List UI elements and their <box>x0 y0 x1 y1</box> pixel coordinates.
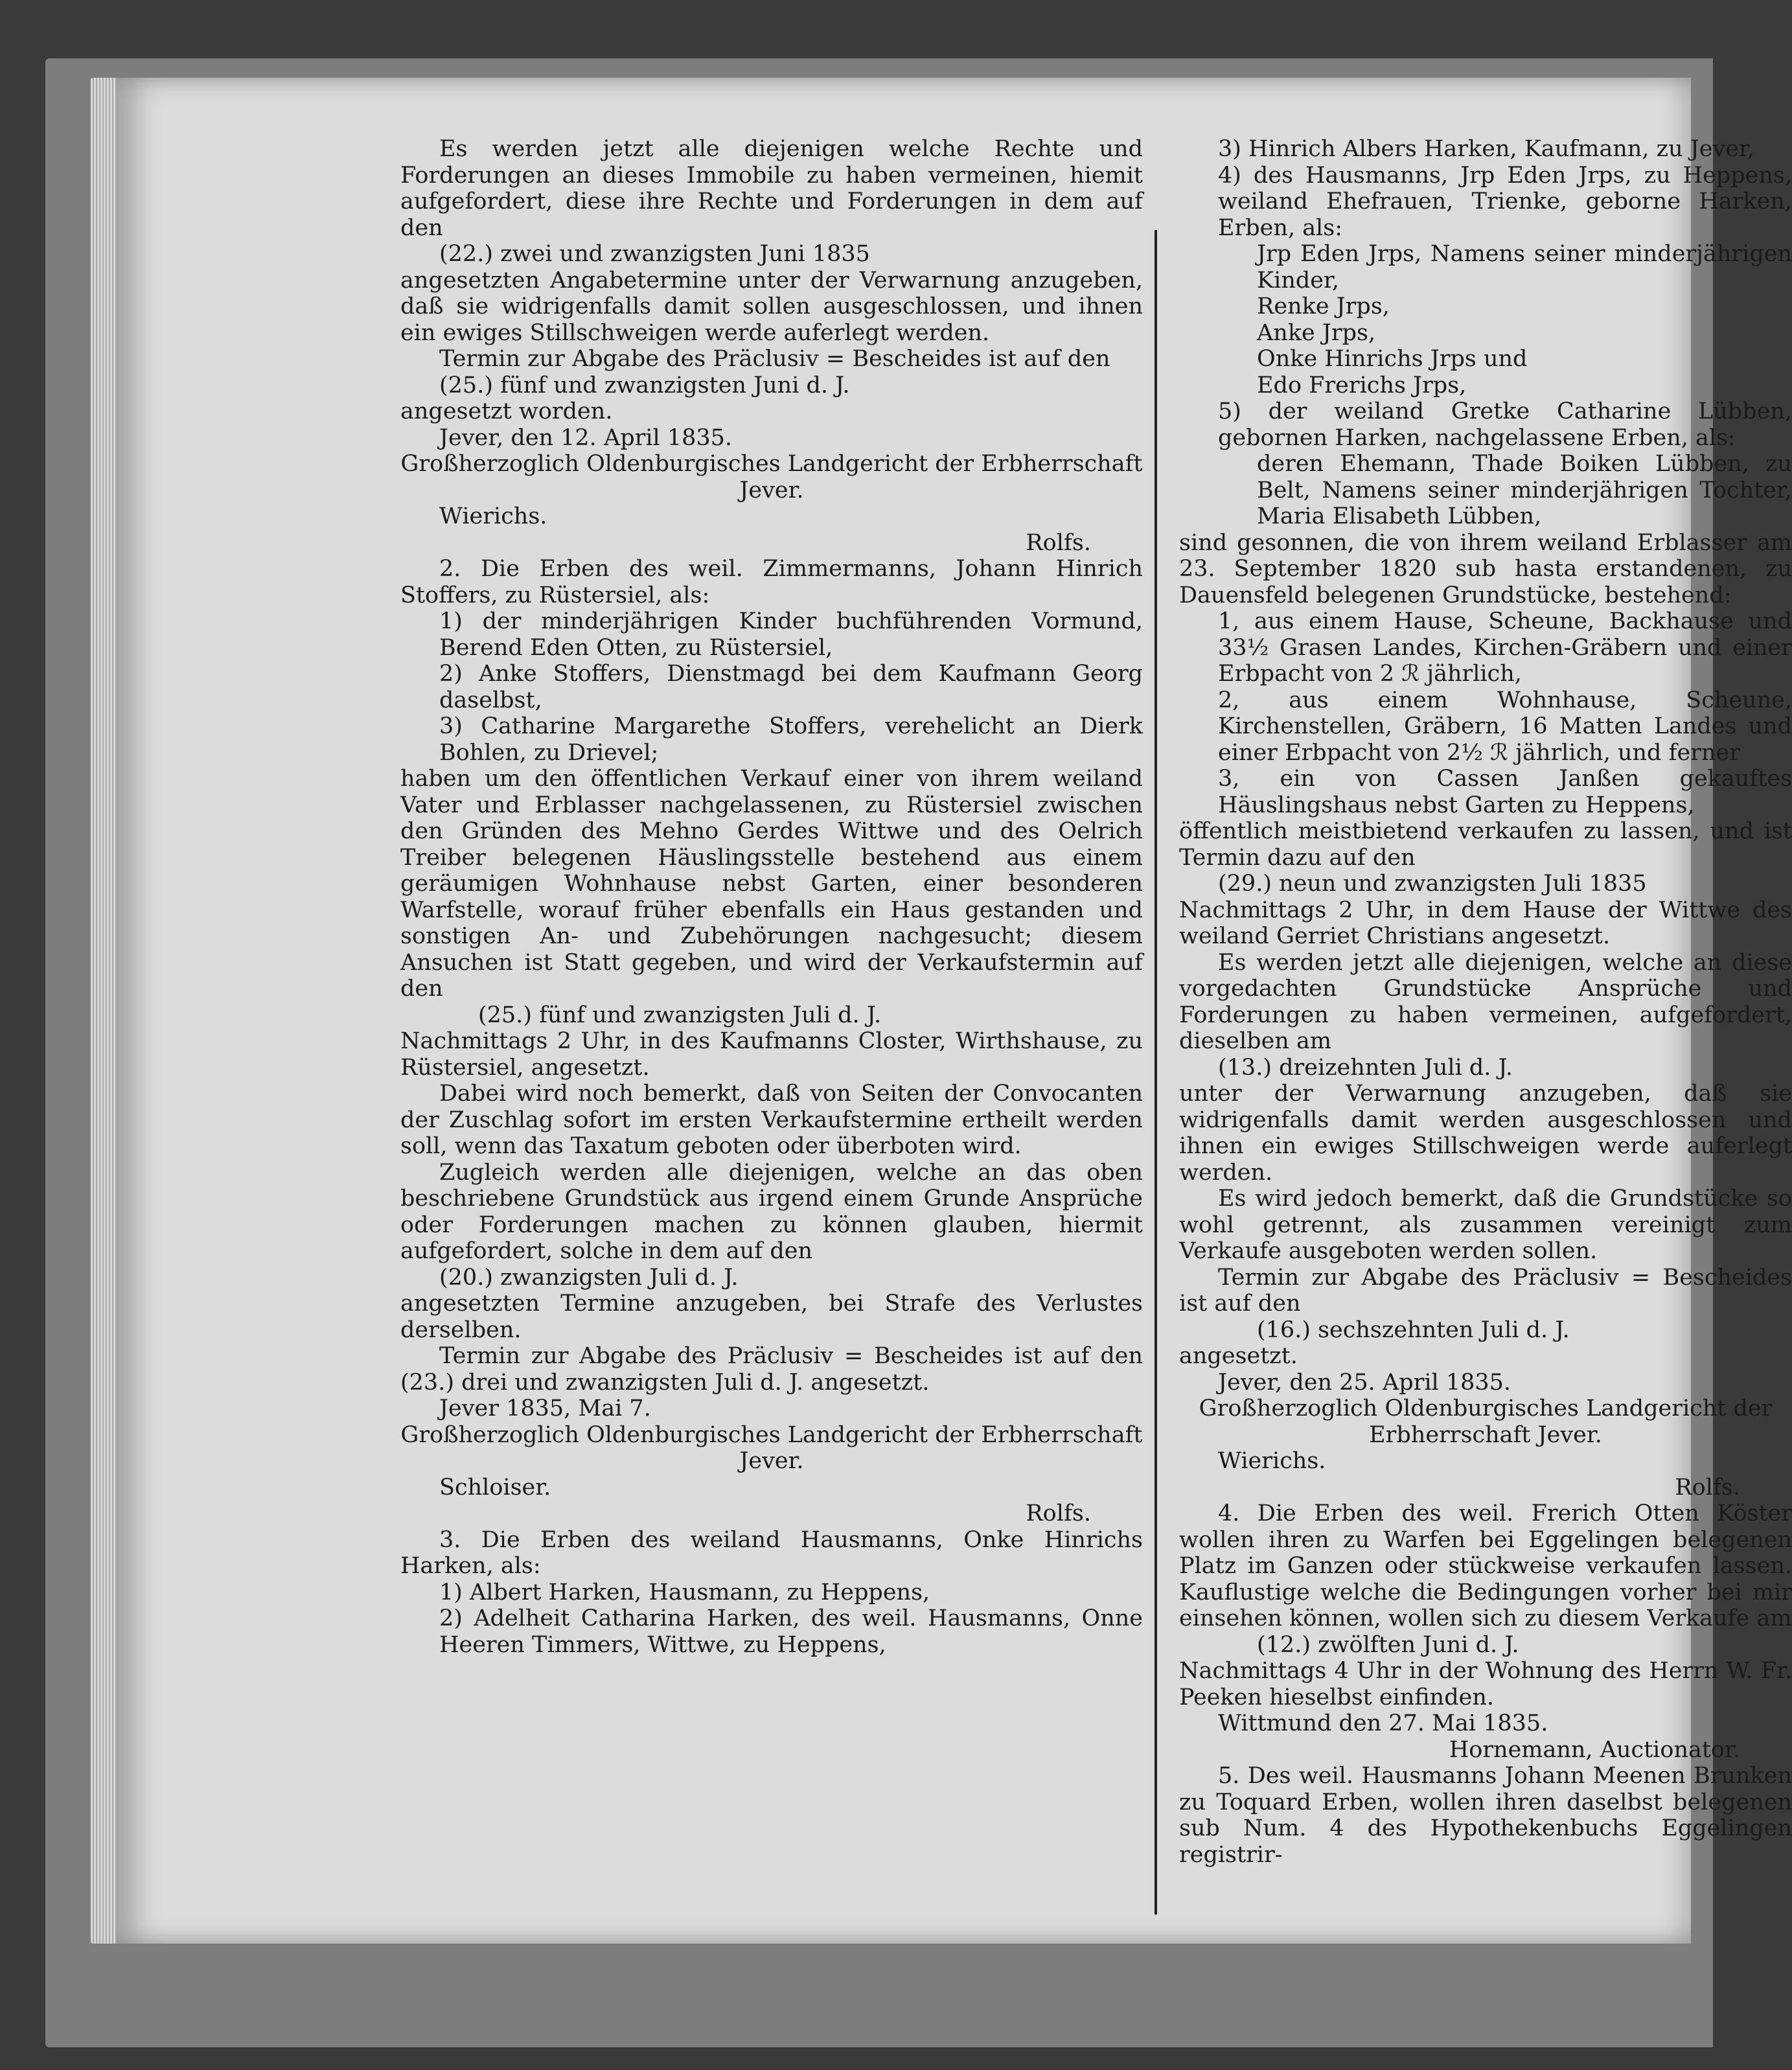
left-paragraph: angesetzt worden. <box>400 398 613 424</box>
left-paragraph: 3. Die Erben des weiland Hausmanns, Onke Hinrichs Harken, als: <box>400 1526 1143 1579</box>
right-paragraph: (29.) neun und zwanzigsten Juli 1835 <box>1218 871 1647 897</box>
column-rule <box>1154 230 1157 1915</box>
right-paragraph: 5) der weiland Gretke Catharine Lübben, gebornen Harken, nachgelassene Erben, als: <box>1218 398 1792 451</box>
left-paragraph: Rolfs. <box>1026 529 1091 556</box>
right-paragraph: Nachmittags 4 Uhr in der Wohnung des Herrn W. Fr. Peeken hieselbst einfinden. <box>1179 1658 1792 1710</box>
left-paragraph: haben um den öffentlichen Verkauf einer von ihrem weiland Vater und Erblasser nachgelassenen, zu Rüstersiel zwischen den Gründen des Mehno Gerdes Wittwe und des Oelrich Treiber belegenen Häuslingsstelle bestehend aus einem geräumigen Wohnhause nebst Garten, einer besonderen Warfstelle, worauf früher ebenfalls ein Haus gestanden und sonstigen An- und Zubehörungen nachgesucht; diesem Ansuchen ist Statt gegeben, und wird der Verkaufstermin auf den <box>400 766 1143 1002</box>
left-paragraph: (20.) zwanzigsten Juli d. J. <box>439 1264 739 1291</box>
right-paragraph: Es wird jedoch bemerkt, daß die Grundstücke so wohl getrennt, als zusammen vereinigt zum Verkaufe ausgeboten werden sollen. <box>1179 1186 1792 1264</box>
right-paragraph: Renke Jrps, <box>1257 293 1390 319</box>
right-paragraph: deren Ehemann, Thade Boiken Lübben, zu Belt, Namens seiner minderjährigen Tochter, Maria Elisabeth Lübben, <box>1257 451 1792 529</box>
left-paragraph: Großherzoglich Oldenburgisches Landgericht der Erbherrschaft Jever. <box>400 451 1143 503</box>
right-paragraph: (12.) zwölften Juni d. J. <box>1257 1631 1519 1658</box>
right-paragraph: öffentlich meistbietend verkaufen zu lassen, und ist Termin dazu auf den <box>1179 818 1792 871</box>
right-paragraph: 3) Hinrich Albers Harken, Kaufmann, zu Jever, <box>1218 136 1754 162</box>
right-paragraph: unter der Verwarnung anzugeben, daß sie widrigenfalls damit werden ausgeschlossen und ihnen ein ewiges Stillschweigen werde auferlegt werden. <box>1179 1081 1792 1186</box>
left-paragraph: Jever, den 12. April 1835. <box>439 424 733 451</box>
left-paragraph: Zugleich werden alle diejenigen, welche an das oben beschriebene Grundstück aus irgend einem Grunde Ansprüche oder Forderungen machen zu können glauben, hiermit aufgefordert, solche in dem auf den <box>400 1159 1143 1264</box>
right-paragraph: Onke Hinrichs Jrps und <box>1257 346 1528 372</box>
right-paragraph: angesetzt. <box>1179 1343 1298 1369</box>
left-paragraph: Termin zur Abgabe des Präclusiv = Bescheides ist auf den (23.) drei und zwanzigsten Juli d. J. angesetzt. <box>400 1343 1143 1396</box>
right-paragraph: 4. Die Erben des weil. Frerich Otten Köster wollen ihren zu Warfen bei Eggelingen belegenen Platz im Ganzen oder stückweise verkaufen lassen. Kauflustige welche die Bedingungen vorher bei mir einsehen können, wollen sich zu diesem Verkaufe am <box>1179 1501 1792 1631</box>
left-paragraph: 1) Albert Harken, Hausmann, zu Heppens, <box>439 1579 930 1605</box>
left-paragraph: Dabei wird noch bemerkt, daß von Seiten der Convocanten der Zuschlag sofort im ersten Verkaufstermine ertheilt werden soll, wenn das Taxatum geboten oder überboten wird. <box>400 1081 1143 1159</box>
right-paragraph: 4) des Hausmanns, Jrp Eden Jrps, zu Heppens, weiland Ehefrauen, Trienke, geborne Harken, Erben, als: <box>1218 162 1792 241</box>
left-paragraph: 2) Anke Stoffers, Dienstmagd bei dem Kaufmann Georg daselbst, <box>439 661 1143 713</box>
right-paragraph: sind gesonnen, die von ihrem weiland Erblasser am 23. September 1820 sub hasta erstandenen, zu Dauensfeld belegenen Grundstücke, bestehend: <box>1179 529 1792 608</box>
right-paragraph: Anke Jrps, <box>1257 319 1376 346</box>
right-paragraph: 1, aus einem Hause, Scheune, Backhause und 33½ Grasen Landes, Kirchen-Gräbern und einer Erbpacht von 2 ℛ jährlich, <box>1218 608 1792 687</box>
right-paragraph: 2, aus einem Wohnhause, Scheune, Kirchenstellen, Gräbern, 16 Matten Landes und einer Erbpacht von 2½ ℛ jährlich, und ferner <box>1218 687 1792 766</box>
right-paragraph: Großherzoglich Oldenburgisches Landgericht der Erbherrschaft Jever. <box>1199 1396 1773 1448</box>
right-paragraph: Wierichs. <box>1218 1448 1326 1474</box>
left-paragraph: 1) der minderjährigen Kinder buchführenden Vormund, Berend Eden Otten, zu Rüstersiel, <box>439 608 1143 661</box>
right-paragraph: (16.) sechszehnten Juli d. J. <box>1257 1317 1570 1343</box>
left-paragraph: Großherzoglich Oldenburgisches Landgericht der Erbherrschaft Jever. <box>400 1421 1143 1474</box>
right-paragraph: (13.) dreizehnten Juli d. J. <box>1218 1054 1513 1081</box>
left-paragraph: (25.) fünf und zwanzigsten Juni d. J. <box>439 372 850 398</box>
left-paragraph: Es werden jetzt alle diejenigen welche Rechte und Forderungen an dieses Immobile zu haben vermeinen, hiemit aufgefordert, diese ihre Rechte und Forderungen in dem auf den <box>400 136 1143 241</box>
right-paragraph: 3, ein von Cassen Janßen gekauftes Häuslingshaus nebst Garten zu Heppens, <box>1218 766 1792 818</box>
right-paragraph: Rolfs. <box>1675 1474 1740 1501</box>
left-paragraph: Jever 1835, Mai 7. <box>439 1396 651 1421</box>
right-column <box>1179 136 1792 1868</box>
right-paragraph: Jever, den 25. April 1835. <box>1218 1369 1511 1396</box>
left-paragraph: (22.) zwei und zwanzigsten Juni 1835 <box>439 241 870 267</box>
left-paragraph: Schloiser. <box>439 1474 551 1501</box>
right-paragraph: Jrp Eden Jrps, Namens seiner minderjährigen Kinder, <box>1257 241 1792 293</box>
left-paragraph: Nachmittags 2 Uhr, in des Kaufmanns Closter, Wirthshause, zu Rüstersiel, angesetzt. <box>400 1028 1143 1081</box>
left-paragraph: angesetzten Termine anzugeben, bei Strafe des Verlustes derselben. <box>400 1291 1143 1343</box>
right-paragraph: Hornemann, Auctionator. <box>1449 1736 1740 1763</box>
left-paragraph: Rolfs. <box>1026 1501 1091 1526</box>
left-paragraph: Wierichs. <box>439 503 547 529</box>
right-paragraph: Termin zur Abgabe des Präclusiv = Bescheides ist auf den <box>1179 1264 1792 1317</box>
left-paragraph: (25.) fünf und zwanzigsten Juli d. J. <box>478 1002 882 1028</box>
right-paragraph: Nachmittags 2 Uhr, in dem Hause der Wittwe des weiland Gerriet Christians angesetzt. <box>1179 897 1792 949</box>
left-column <box>400 136 1143 1658</box>
right-paragraph: Es werden jetzt alle diejenigen, welche an diese vorgedachten Grundstücke Ansprüche und Forderungen zu haben vermeinen, aufgefordert, dieselben am <box>1179 949 1792 1054</box>
left-column-text <box>400 136 1143 1658</box>
left-paragraph: 3) Catharine Margarethe Stoffers, verehelicht an Dierk Bohlen, zu Drievel; <box>439 713 1143 766</box>
left-paragraph: Termin zur Abgabe des Präclusiv = Bescheides ist auf den <box>439 346 1110 372</box>
right-column-text <box>1179 136 1792 1868</box>
left-paragraph: 2. Die Erben des weil. Zimmermanns, Johann Hinrich Stoffers, zu Rüstersiel, als: <box>400 556 1143 608</box>
right-paragraph: Wittmund den 27. Mai 1835. <box>1218 1710 1548 1736</box>
left-paragraph: 2) Adelheit Catharina Harken, des weil. Hausmanns, Onne Heeren Timmers, Wittwe, zu Heppens, <box>439 1605 1143 1658</box>
right-paragraph: 5. Des weil. Hausmanns Johann Meenen Brunken zu Toquard Erben, wollen ihren daselbst belegenen sub Num. 4 des Hypothekenbuchs Eggelingen registrir- <box>1179 1763 1792 1868</box>
page <box>117 78 1792 1944</box>
left-paragraph: angesetzten Angabetermine unter der Verwarnung anzugeben, daß sie widrigenfalls damit sollen ausgeschlossen, und ihnen ein ewiges Stillschweigen werde auferlegt werden. <box>400 267 1143 346</box>
right-paragraph: Edo Frerichs Jrps, <box>1257 372 1467 398</box>
